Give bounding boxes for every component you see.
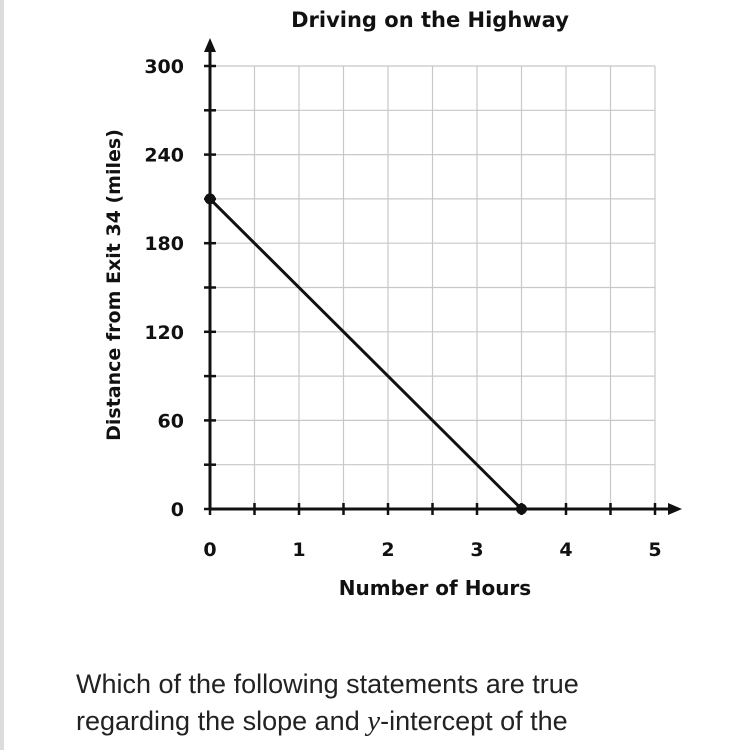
y-axis-label: Distance from Exit 34 (miles)	[103, 129, 125, 441]
y-tick-label: 60	[157, 410, 184, 433]
question-line-1: Which of the following statements are true	[76, 669, 579, 699]
question-text	[76, 666, 716, 740]
x-tick-label: 4	[559, 539, 573, 561]
x-tick-label: 0	[203, 539, 217, 561]
x-tick-label: 5	[648, 539, 662, 561]
chart-ticks	[144, 56, 661, 561]
chart-grid	[210, 66, 655, 509]
data-point	[516, 504, 527, 515]
question-line-2-end: -intercept of the	[380, 706, 568, 736]
chart-series	[205, 193, 528, 514]
y-axis-arrow	[204, 38, 216, 52]
question-line-2	[76, 703, 716, 740]
chart-title: Driving on the Highway	[291, 8, 569, 32]
x-axis-arrow	[668, 503, 682, 515]
x-tick-label: 3	[470, 539, 484, 561]
y-variable: y	[367, 705, 381, 737]
y-tick-label: 120	[144, 321, 184, 344]
y-tick-label: 300	[144, 56, 184, 78]
x-tick-label: 2	[381, 539, 395, 561]
x-tick-label: 1	[292, 539, 306, 561]
data-point	[205, 193, 216, 204]
question-line-2-start: regarding the slope and	[76, 706, 368, 736]
y-tick-label: 240	[144, 144, 184, 167]
y-tick-label: 180	[144, 233, 184, 256]
y-tick-label: 0	[170, 499, 184, 521]
x-axis-label: Number of Hours	[338, 576, 532, 600]
series-line	[210, 199, 522, 509]
